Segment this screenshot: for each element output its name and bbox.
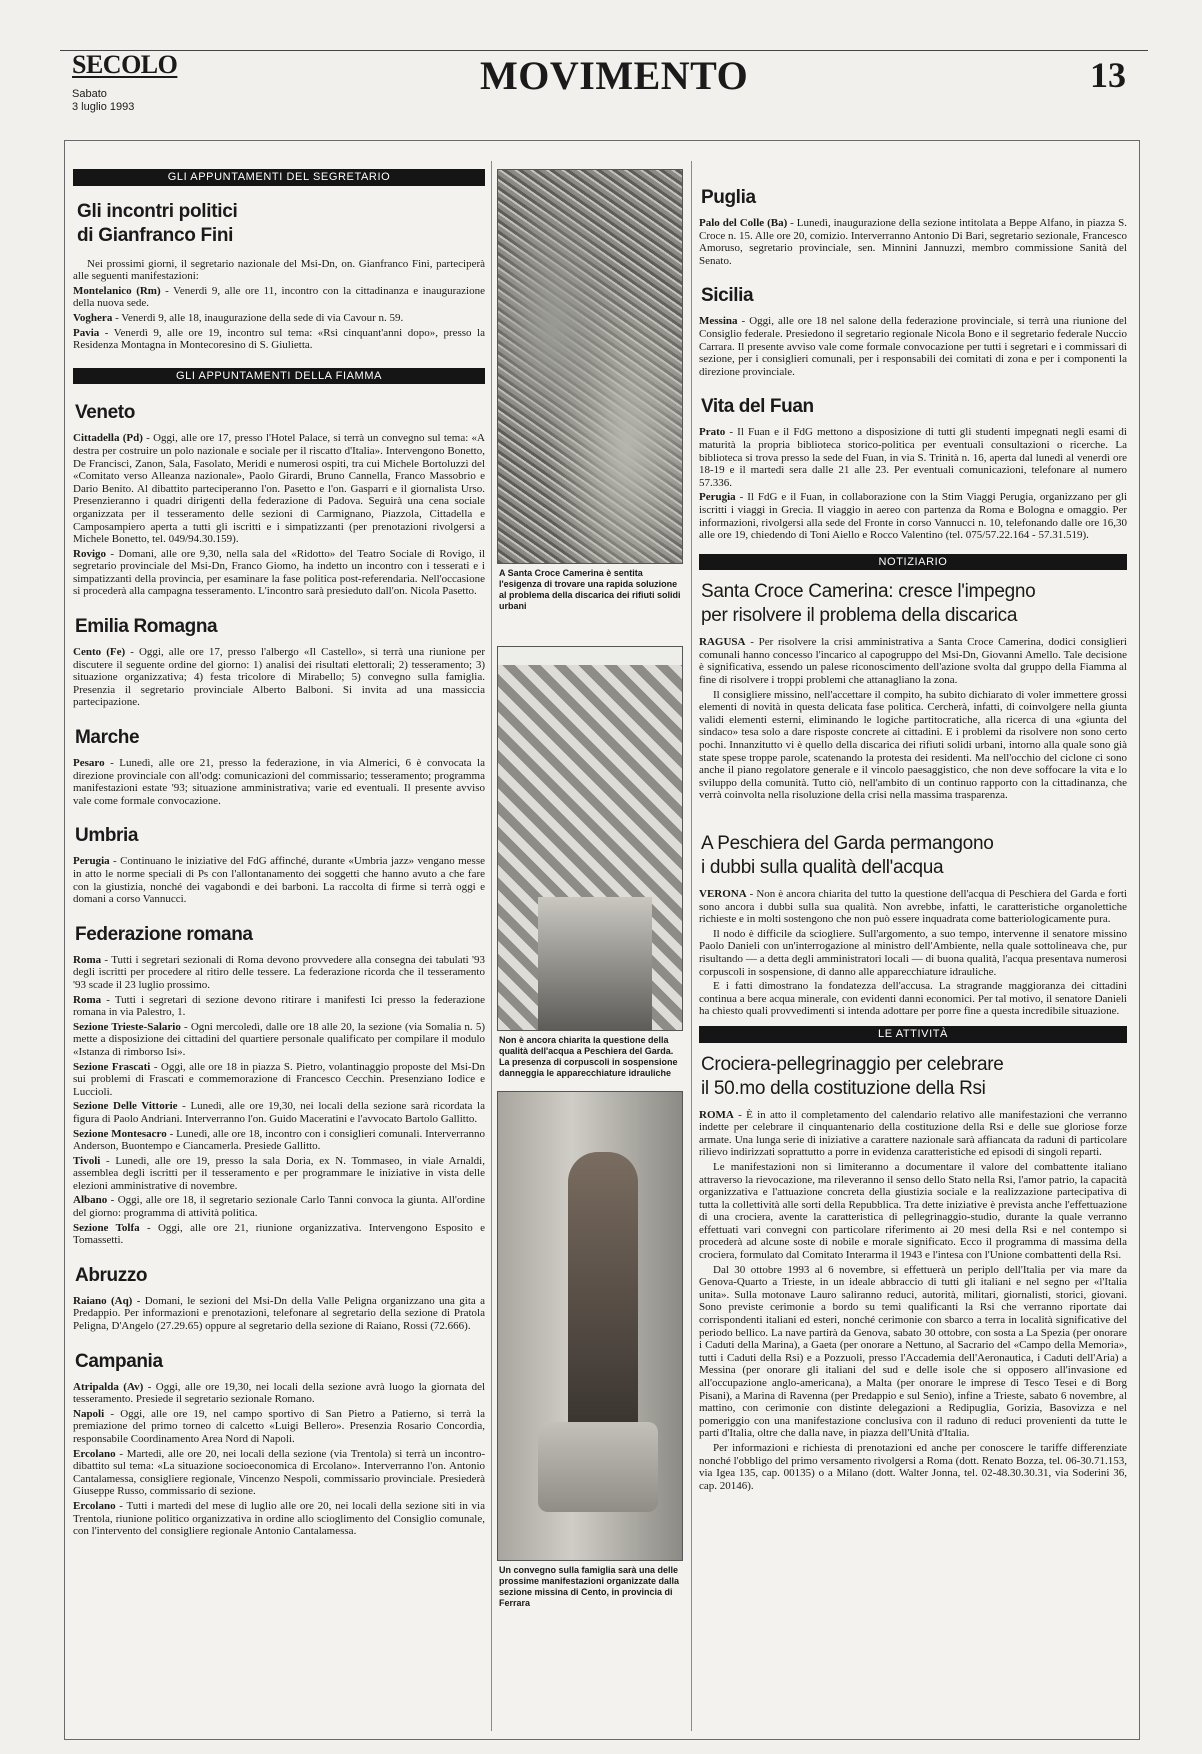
article-paragraph: Per informazioni e richiesta di prenotazioni ed anche per conoscere le tariffe differenziate nonché l'obbligo del primo versamento rivolgersi a Roma (dott. Renato Bozza, tel. 06-30.71.153, via Igea 135, cap. 00135) o a Milano (dott. Walter Jonna, tel. 02-48.30.30.31, via Soderini 36, cap. 20146). (699, 1441, 1127, 1492)
announcement-place: Pavia (73, 326, 100, 339)
announcement-item (73, 327, 485, 352)
announcement-item (73, 1448, 485, 1498)
announcement-place: Napoli (73, 1407, 105, 1420)
announcement-text: - Lunedì, alle ore 19,30, nei locali della sezione sarà ricordata la figura di Paolo Andriani. Interverranno l'on. Guido Maceratini e l'avvocato Bartolo Gallitto. (73, 1100, 485, 1125)
announcement-place: Sezione Frascati (73, 1060, 151, 1073)
landfill-photo (497, 169, 683, 564)
announcement-place: Rovigo (73, 547, 106, 560)
announcement-place: Sezione Trieste-Salario (73, 1020, 181, 1033)
discarica-article-title (701, 580, 1127, 628)
announcement-item (73, 1381, 485, 1406)
announcement-text: - Oggi, alle ore 17, presso l'albergo «Il Castello», si terrà una riunione per discutere il seguente ordine del giorno: 1) analisi dei risultati elettorali; 2) tesseramento; 3) situazione organizzativa; 4) festa tricolore di Mirabello; 5) convegno sulla famiglia. Presenzia il segretario provinciale Alberto Balboni. Si invita ad una massiccia partecipazione. (73, 646, 485, 709)
article-paragraph: Dal 30 ottobre 1993 al 6 novembre, si effettuerà un periplo dell'Italia per via mare da Genova-Quarto a Trieste, in un ideale abbraccio di tutti gli italiani e nel segno per «l'Italia unita». Sulla motonave Lauro saliranno reduci, autorità, militari, giornalisti, storici, giovani. Sono previste cerimonie a bordo su temi qualificanti la Rsi che verranno riportate dai corrispondenti italiani ed esteri, nonché cerimonie con sbarco a terra in località significative del periodo bellico. La nave partirà da Genova, sabato 30 ottobre, con sosta a La Spezia (per onorare i Caduti della Marina), a Gaeta (per onorare a Nettuno, al Sacrario del «Campo della Memoria», tutti i Caduti della Rsi) e a Pozzuoli, presso l'Accademia dell'Aeronautica, i Caduti dell'Aria) a Messina (per onorare gli italiani del sud e delle isole che si opposero all'invasione ed all'occupazione anglo-americana), a Malta (per onorare le imprese di Tesco Tesei e di Borg Pisani), a Marina di Ravenna (per Predappio e sul Senio), infine a Trieste, sabato 6 novembre, al mattino, con cerimonie con distinte delegazioni a Redipuglia, Gorizia, Basovizza e nel pomeriggio con una manifestazione conclusiva con il raduno di reduci provenienti da tutte le parti d'Italia, oltre che dalla nave, in piazza dell'Unità d'Italia. (699, 1263, 1127, 1440)
announcement-place: Cittadella (Pd) (73, 432, 143, 445)
section-title: MOVIMENTO (480, 53, 749, 98)
announcement-place: Ercolano (73, 1447, 116, 1460)
announcement-text: - Oggi, alle ore 21, riunione organizzativa. Intervengono Esposito e Tomassetti. (73, 1221, 485, 1247)
announcement-text: - Oggi, alle ore 17, presso l'Hotel Palace, si terrà un convegno sul tema: «A destra per costruire un polo nazionale e sociale per il riscatto d'Italia». Intervengono Bonetto, De Francisci, Zanon, Sala, Fasolato, Meridi e numerosi ospiti, tra cui Michele Bortoluzzi del «Comitato verso Alleanza nazionale», Paolo Girardi, Bruno Cannella, Franco Massobrio e Dario Benito. Al dibattito parteciperanno l'on. Pasetto e l'on. Gasparri e il giornalista Urso. Presenzieranno i quadri dirigenti della federazione di Padova. Seguirà una cena sociale organizzata per il tesseramento delle sezioni di Carmignano, Piazzola, Cittadella e Camposampiero aperta a tutti gli iscritti e i simpatizzanti (per prenotazioni rivolgersi a Michele Bonetto, tel. 049/94.30.159). (73, 432, 485, 546)
article-paragraph: VERONA - Non è ancora chiarita del tutto la questione dell'acqua di Peschiera del Garda e forti sono ancora i dubbi sulla sua qualità. Non avrebbe, infatti, le caratteristiche organolettiche richieste e in molti sostengono che non può essere inquadrata come batteriologicamente pura. (699, 888, 1127, 926)
regional-sections-right (699, 187, 1127, 542)
region-heading: Sicilia (701, 285, 754, 307)
title-line: di Gianfranco Fini (77, 224, 234, 246)
announcement-place: Messina (699, 315, 738, 328)
title-line: A Peschiera del Garda permangono (701, 833, 994, 854)
region-heading: Umbria (75, 825, 139, 847)
photo-column (497, 169, 683, 1731)
newspaper-logo: SECOLO (72, 50, 178, 79)
announcement-text: - Oggi, alle ore 18, il segretario sezionale Carlo Tanni convoca la giunta. All'ordine del giorno: programma di attività politica. (73, 1194, 485, 1220)
announcement-item (73, 285, 485, 310)
title-line: i dubbi sulla qualità dell'acqua (701, 857, 944, 878)
announcement-place: Albano (73, 1194, 108, 1207)
announcement-place: Sezione Montesacro (73, 1127, 167, 1140)
article-paragraph: E i fatti dimostrano la fondatezza dell'accusa. La stragrande maggioranza dei cittadini continua a bere acqua minerale, con evidenti danni economici. Per tal motivo, il senatore Danieli ha chiesto quali provvedimenti si intenda adottare per porre fine a questa incredibile situazione. (699, 980, 1127, 1018)
water-facility-photo (497, 646, 683, 1031)
article-paragraph: RAGUSA - Per risolvere la crisi amministrativa a Santa Croce Camerina, dodici consiglieri comunali hanno concesso l'incarico al capogruppo del Msi-Dn, Giovanni Amello. Tale decisione è significativa, essendo un palese riconoscimento dell'azione svolta dal gruppo della Fiamma al fine di risolvere i troppi problemi che attanagliano la zona. (699, 636, 1127, 687)
region-heading: Campania (75, 1350, 163, 1372)
announcement-place: Roma (73, 953, 102, 966)
masthead (60, 40, 1148, 150)
article-paragraph: Il nodo è difficile da sciogliere. Sull'argomento, a suo tempo, intervenne il senatore missino Paolo Danieli con un'interrogazione al ministro dell'Ambiente, nella quale sottolineava che, pur risultando — a detta degli amministratori locali — di buona qualità, l'acqua presentava numerosi corpuscoli in sospensione, di danno alle apparecchiature idrauliche. (699, 927, 1127, 978)
column-divider (691, 161, 692, 1731)
announcement-text: - Tutti i segretari sezionali di Roma devono provvedere alla consegna dei tabulati '93 degli iscritti per procedere al ritiro delle tessere. La federazione ricorda che il tesseramento '93 scade il 23 luglio prossimo. (73, 953, 485, 991)
announcement-item (73, 855, 485, 905)
announcement-item (699, 217, 1127, 267)
article-paragraph: Le manifestazioni non si limiteranno a documentare il valore del combattente italiano attraverso la rievocazione, ma rileveranno il senso dello Stato nella Rsi, l'amor patrio, la capacità organizzativa e l'attuazione concreta della giustizia sociale e la realizzazione partecipativa di tutta la collettività alle sorti della Repubblica. Tra dette iniziative è prevista anche l'effettuazione di una crociera, avente la caratteristica di pellegrinaggio-studio, durante la quale verranno effettuati vari convegni con particolare riferimento ai 20 mesi della Rsi e nel contempo si procederà ad alcune soste di nobile e morale significato. Ecco il programma di massima della crociera, formulato dal Comitato Interarma il 1943 e l'intesa con l'Unione combattenti della Rsi. (699, 1160, 1127, 1262)
announcement-text: - Tutti i martedì del mese di luglio alle ore 20, nei locali della sezione siti in via Trentola, riunione politico organizzativa in ordine allo scioglimento del Consiglio comunale, con l'intervento del consigliere regionale Antonio Cantalamessa. (73, 1499, 485, 1538)
announcement-item (73, 1500, 485, 1538)
acqua-article-title (701, 832, 1127, 880)
page-number: 13 (1090, 55, 1126, 95)
announcement-item (73, 757, 485, 807)
fini-article-title (77, 200, 485, 248)
announcement-item (73, 1222, 485, 1247)
announcement-place: Tivoli (73, 1154, 101, 1167)
announcement-text: - Venerdì 9, alle ore 19, incontro sul tema: «Rsi cinquant'anni dopo», presso la Residenza Montagna in Montecoresino di S. Giulietta. (73, 326, 485, 352)
announcement-text: - Il Fuan e il FdG mettono a disposizione di tutti gli studenti impegnati negli esami di maturità la propria biblioteca storico-politica per eventuali consultazioni o ricerche. La biblioteca si trova presso la sede del Fuan, in via S. Trinità n. 16, aperta dal lunedì al venerdì ore 18-19 e il martedì sera dalle 21 alle 23. Per eventuali comunicazioni, telefonare al numero 57.336. (699, 426, 1127, 489)
announcement-item (73, 432, 485, 545)
announcement-place: Voghera (73, 311, 113, 324)
dateline: ROMA (699, 1108, 734, 1121)
photo-caption: Non è ancora chiarita la questione della qualità dell'acqua a Peschiera del Garda. La presenza di corpuscoli in sospensione danneggia le apparecchiature idrauliche (499, 1035, 678, 1078)
announcement-item (73, 1295, 485, 1333)
announcement-text: - Oggi, alle ore 18 nel salone della federazione provinciale, si terrà una riunione del Consiglio federale. Presiedono il segretario regionale Nicola Bono e il segretario federale Nuccio Carrara. Il presente avviso vale come formale convocazione per tutti i segretari e i commissari di sezione, per i consiglieri comunali, per i responsabili dei comitati di zona e per i componenti la direzione provinciale. (699, 315, 1127, 378)
announcement-place: Atripalda (Av) (73, 1380, 144, 1393)
masthead-rule (60, 50, 1148, 51)
announcement-text: - Tutti i segretari di sezione devono ritirare i manifesti Ici presso la federazione romana in via Palestro, 1. (73, 993, 485, 1019)
announcement-text: - Oggi, alle ore 19,30, nei locali della sezione avrà luogo la giornata del tesseramento. Presiede il segretario sezionale Romano. (73, 1380, 486, 1406)
announcement-item (73, 548, 485, 598)
photo-caption: A Santa Croce Camerina è sentita l'esigenza di trovare una rapida soluzione al problema della discarica dei rifiuti solidi urbani (499, 568, 681, 611)
announcement-item (73, 994, 485, 1019)
announcement-place: Ercolano (73, 1499, 116, 1512)
fini-items (73, 285, 485, 352)
announcement-text: - Venerdì 9, alle 18, inaugurazione della sede di via Cavour n. 59. (112, 311, 404, 324)
announcement-text: - Lunedì, inaugurazione della sezione intitolata a Beppe Alfano, in piazza S. Croce n. 15. Alle ore 20, comizio. Interverranno Antonio Di Bari, segretario sezionale, Francesco Amoruso, segretario provinciale, sen. Minnini Jannuzzi, membro commissione Sanità del Senato. (699, 217, 1127, 267)
rsi-article-title (701, 1053, 1127, 1101)
right-column (699, 169, 1127, 1731)
announcement-place: Palo del Colle (Ba) (699, 217, 788, 229)
announcement-text: - Continuano le iniziative del FdG affinché, durante «Umbria jazz» vengano messe in atto le norme speciali di Ps con l'allontanamento dei soggetti che hanno avuto a che fare con la giustizia, nonché dei vagabondi e dei barboni. La raccolta di firme si terrà oggi e domani a corso Vannucci. (73, 855, 485, 906)
issue-date-text: 3 luglio 1993 (72, 101, 135, 113)
region-heading: Marche (75, 727, 140, 749)
announcement-place: Raiano (Aq) (73, 1294, 133, 1307)
region-heading: Veneto (75, 402, 135, 424)
column-divider (491, 161, 492, 1731)
announcement-text: - Il FdG e il Fuan, in collaborazione con la Stim Viaggi Perugia, organizzano per gli iscritti i viaggi in Grecia. Il viaggio in aereo con partenza da Roma e Bologna e omaggio. Per informazioni, rivolgersi alla sede del Fronte in corso Vannucci n. 10, telefonando dalle ore 16,30 alle ore 19, chiedendo di Toni Aiello e Rocco Valentino (tel. 075/57.22.164 - 57.31.519). (699, 491, 1127, 542)
section-band-fiamma: GLI APPUNTAMENTI DELLA FIAMMA (73, 368, 485, 385)
announcement-place: Cento (Fe) (73, 646, 126, 659)
announcement-item (73, 1155, 485, 1193)
announcement-item (73, 1061, 485, 1099)
announcement-text: - Lunedì, alle ore 18, incontro con i consiglieri comunali. Interverranno Anderson, Buontempo e Ciancamerla. Presiede Gallitto. (73, 1127, 485, 1153)
dateline: VERONA (699, 888, 747, 900)
announcement-item (73, 1021, 485, 1059)
announcement-place: Roma (73, 993, 102, 1006)
announcement-item (73, 954, 485, 992)
announcement-text: - Lunedì, alle ore 21, presso la federazione, in via Almerici, 6 è convocata la direzione provinciale con all'odg: comunicazioni del commissario; tesseramento; programma manifestazioni estate '93; situazione amministrativa; varie ed eventuali. Il presente avviso vale come formale convocazione. (73, 757, 485, 807)
dateline: RAGUSA (699, 636, 746, 649)
regional-sections (73, 402, 485, 1537)
announcement-item (73, 646, 485, 709)
section-band-attivita: LE ATTIVITÀ (699, 1026, 1127, 1043)
article-paragraph: ROMA - È in atto il completamento del calendario relativo alle manifestazioni che verranno indette per celebrare il cinquantenario della costituzione della Rsi e delle sue gloriose forze armate. Una lunga serie di iniziative a carattere nazionale sarà affiancata da raduni di particolare rilievo indirizzati soprattutto a porre in evidenza caratteristiche ed episodi di singoli reparti. (699, 1108, 1127, 1159)
region-heading: Emilia Romagna (75, 616, 218, 638)
announcement-place: Pesaro (73, 757, 105, 770)
region-heading: Vita del Fuan (701, 396, 814, 418)
announcement-text: - Martedì, alle ore 20, nei locali della sezione (via Trentola) si terrà un incontro-dibattito sul tema: «La situazione socioeconomica di Ercolano». Interverranno l'on. Antonio Cantalamessa, consigliere regionale, Vincenzo Nespoli, commissario provinciale. Presiederà Giuseppe Russo, commissario di sezione. (73, 1447, 485, 1498)
section-band-notiziario: NOTIZIARIO (699, 554, 1127, 571)
woman-with-pram-photo (497, 1091, 683, 1561)
announcement-text: - Oggi, alle ore 19, nel campo sportivo di San Pietro a Patierno, si terrà la premiazione del primo torneo di calcetto «Luigi Bellero». Presenzia Rosario Concordia, responsabile Coordinamento Area Nord di Napoli. (73, 1407, 485, 1445)
announcement-place: Perugia (699, 491, 736, 504)
region-heading: Abruzzo (75, 1264, 148, 1286)
article-paragraph: Il consigliere missino, nell'accettare il compito, ha subito dichiarato di voler immettere grossi elementi di novità in questa delicata fase politica. Cercherà, infatti, di coinvolgere nella giunta validi elementi esterni, eliminando le logiche partitocratiche, alla ricerca di una «giunta del sindaco» tesa solo a dare risposte concrete ai cittadini. E i problemi da risolvere non sono certo pochi. Innanzitutto vi è quello della discarica dei rifiuti solidi urbani, intorno alla quale sono già state spese troppe parole, scatenando la protesta dei residenti. Ma nell'occhio del ciclone ci sono anche il piano regolatore generale e il vincolo paesaggistico, che non deve soffocare la vita e lo sviluppo della comunità. Tutto ciò, nell'ambito di un continuo rapporto con la cittadinanza, che verrà coinvolta nella risoluzione della crisi nella massima trasparenza. (699, 688, 1127, 802)
title-line: il 50.mo della costituzione della Rsi (701, 1077, 986, 1099)
announcement-text: - Oggi, alle ore 18 in piazza S. Pietro, volantinaggio proposte del Msi-Dn sui problemi di Frascati e commemorazione di Francesco Cecchin. Presenziano Iodice e Luccioli. (73, 1060, 485, 1098)
region-heading: Federazione romana (75, 923, 253, 945)
announcement-place: Perugia (73, 855, 110, 868)
announcement-place: Prato (699, 426, 726, 439)
announcement-text: - Venerdì 9, alle ore 11, incontro con la cittadinanza e inaugurazione della nuova sede. (73, 284, 485, 310)
title-line: Santa Croce Camerina: cresce l'impegno (701, 581, 1036, 603)
announcement-text: - Domani, le sezioni del Msi-Dn della Valle Peligna organizzano una gita a Predappio. Per informazioni e prenotazioni, telefonare al segretario della sezione di Pratola Peligna, D'Angelo (27.29.65) oppure al segretario della sezione di Raiano, Rossi (72.666). (73, 1294, 485, 1333)
announcement-item (73, 1100, 485, 1125)
title-line: Crociera-pellegrinaggio per celebrare (701, 1053, 1004, 1075)
announcement-item (73, 1194, 485, 1219)
section-band-segretario: GLI APPUNTAMENTI DEL SEGRETARIO (73, 169, 485, 186)
announcement-item (73, 312, 485, 325)
page-frame (64, 140, 1140, 1740)
announcement-place: Sezione Delle Vittorie (73, 1100, 178, 1113)
announcement-text: - Lunedì, alle ore 19, presso la sala Doria, ex N. Tommaseo, in viale Arnaldi, assemblea degli iscritti per il tesseramento e per programmare le iniziative in vista delle elezioni amministrative di novembre. (73, 1154, 485, 1192)
announcement-text: - Domani, alle ore 9,30, nella sala del «Ridotto» del Teatro Sociale di Rovigo, il segretario provinciale del Msi-Dn, Franco Giomo, ha indetto un incontro con i tesserati e i simpatizzanti della provincia, per esaminare la fase politica post-referendaria. Nell'occasione si procederà alla campagna tesseramento. L'incontro sarà presieduto dall'on. Nicola Pasetto. (73, 547, 485, 598)
announcement-place: Montelanico (Rm) (73, 284, 161, 297)
announcement-item (73, 1408, 485, 1446)
title-line: per risolvere il problema della discarica (701, 605, 1018, 627)
announcement-item (699, 491, 1127, 541)
issue-day: Sabato (72, 88, 107, 100)
announcement-item (699, 426, 1127, 489)
title-line: Gli incontri politici (77, 200, 238, 222)
issue-date (72, 88, 134, 114)
announcement-place: Sezione Tolfa (73, 1221, 140, 1234)
fini-intro: Nei prossimi giorni, il segretario nazionale del Msi-Dn, on. Gianfranco Fini, parteciperà alle seguenti manifestazioni: (73, 257, 485, 283)
left-column (73, 169, 485, 1731)
photo-caption: Un convegno sulla famiglia sarà una delle prossime manifestazioni organizzate dalla sezione missina di Cento, in provincia di Ferrara (499, 1565, 680, 1608)
announcement-item (699, 315, 1127, 378)
announcement-item (73, 1128, 485, 1153)
region-heading: Puglia (701, 187, 756, 208)
announcement-text: - Ogni mercoledì, dalle ore 18 alle 20, la sezione (via Somalia n. 5) mette a disposizione dei cittadini del quartiere personale qualificato per compilare il modulo «Istanza di rimborso Isi». (73, 1020, 485, 1058)
